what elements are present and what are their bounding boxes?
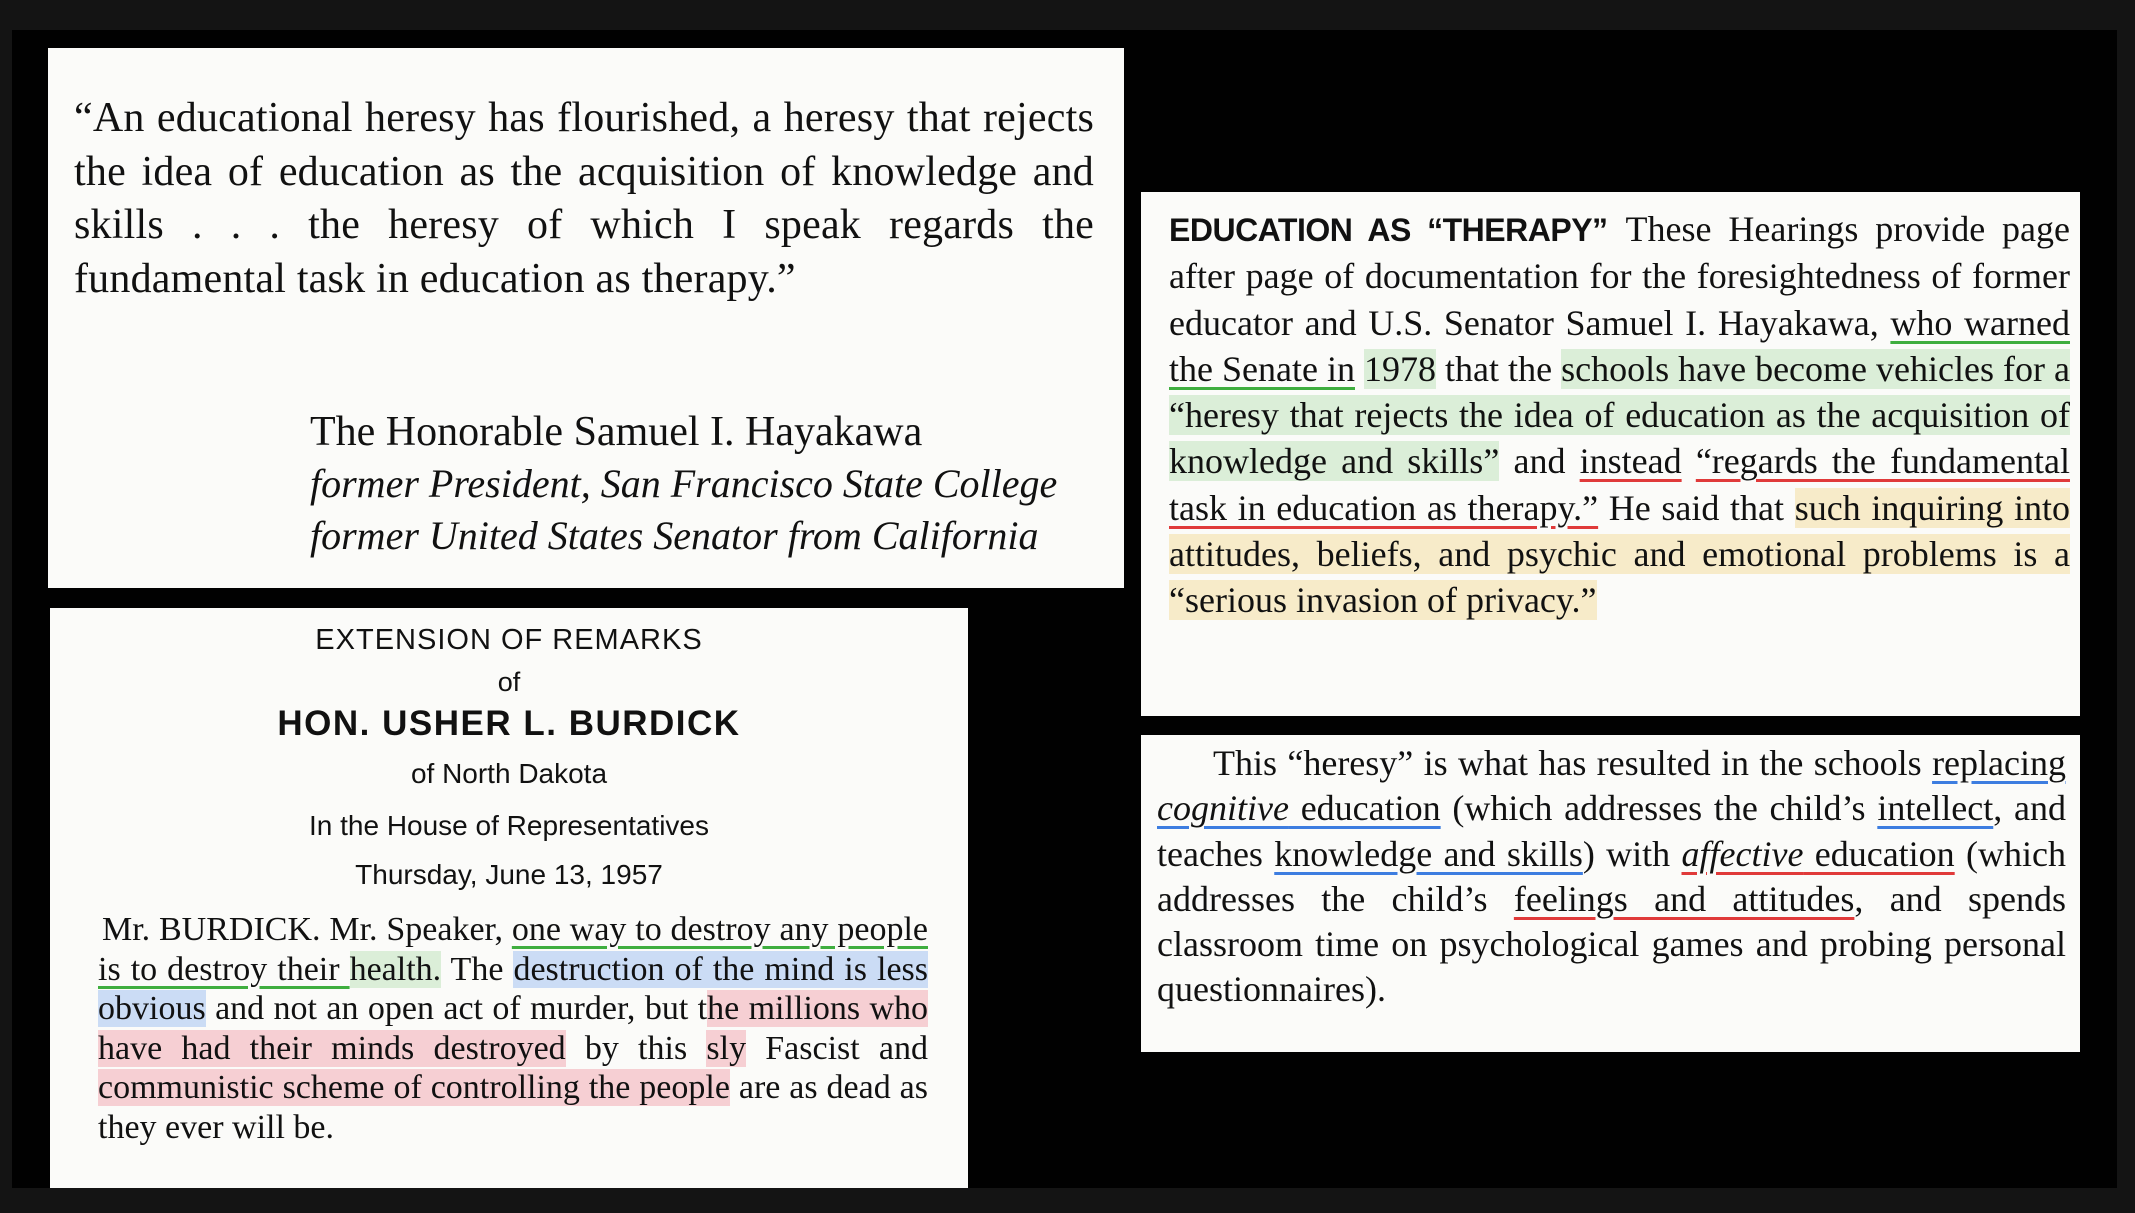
body-text: , and spends classroom time on psychological games and probing personal questionnaires). [1157,878,2066,1010]
highlighted-text-green: health. [349,950,442,988]
highlighted-text-yellow: such inquiring into attitudes, beliefs, and psychic and emotional problems is a “serious invasion of privacy.” [1169,487,2070,621]
body-text: education [1288,788,1441,829]
highlighted-text-pink: he millions who have had their minds destroyed [98,990,929,1067]
attribution-title-senator: former United States Senator from California [310,513,1039,558]
highlighted-text-blue: destruction of the mind is less obvious [98,950,928,1027]
education-as-therapy-clipping [1141,192,2080,716]
body-text: replacing [1932,743,2066,783]
italic-term: affective [1681,833,1804,874]
representative-name: HON. USHER L. BURDICK [277,704,741,743]
quote-attribution [310,406,1110,562]
underlined-text: “regards the fundamental task in education as therapy.” [1169,441,2070,528]
underlined-text: intellect [1877,788,1994,829]
representative-state: of North Dakota [410,758,608,789]
attribution-title-president: former President, San Francisco State College [310,461,1058,506]
heading-of: of [497,667,521,697]
body-text: (which addresses the child’s [1157,833,2066,919]
body-text: The [441,950,514,988]
body-text: (which addresses the child’s [1440,788,1878,829]
extension-heading: EXTENSION OF REMARKS [315,624,703,656]
highlighted-text-green: 1978 [1364,348,1437,389]
body-text: , and teaches [1157,788,2066,874]
underlined-text: knowledge and skills [1274,833,1583,874]
body-text: education [1803,833,1955,874]
body-text: Mr. BURDICK. Mr. Speaker, [102,911,512,948]
burdick-header-block [50,616,968,898]
body-text: Fascist and [746,1029,929,1067]
burdick-remarks-clipping [50,608,968,1188]
heresy-paragraph [1157,741,2066,1013]
quote-text: “An educational heresy has flourished, a heresy that rejects the idea of education as the acquisition of knowledge and skills . . . the heresy of which I speak regards the fundamental task in education as therapy.” [74,95,1094,302]
highlighted-text-pink: communistic scheme of controlling the people [98,1069,730,1106]
attribution-name: The Honorable Samuel I. Hayakawa [310,409,923,455]
chamber-line: In the House of Representatives [308,810,709,841]
body-text [1355,349,1364,389]
underlined-text [1682,834,1955,874]
hayakawa-quote-clipping [48,48,1124,588]
body-text: These Hearings provide page after page of documentation for the foresightedness of former educator and U.S. Senator Samuel I. Hayakawa, [1169,209,2071,343]
heresy-result-clipping [1141,735,2080,1052]
therapy-paragraph [1169,206,2070,624]
body-text: are as dead as they ever will be. [98,1069,928,1146]
underlined-text: instead [1579,441,1682,482]
remarks-date: Thursday, June 13, 1957 [355,859,663,890]
underlined-text: who warned the Senate in [1169,302,2070,389]
body-text: that the [1436,348,1562,389]
body-text [1682,441,1696,481]
italic-term: cognitive [1157,788,1289,829]
highlighted-text-green: schools have become vehicles for a “heresy that rejects the idea of education as the acquisition of knowledge and skills” [1169,348,2070,482]
body-text: and not an open act of murder, but t [205,990,708,1027]
highlighted-text-pink: sly [706,1029,747,1067]
burdick-remarks-body [98,910,928,1147]
underlined-text: feelings and attitudes [1513,878,1855,919]
body-text: by this [565,1029,707,1067]
body-text: He said that [1598,487,1795,528]
underlined-text: one way to destroy any people is to destroy their [98,911,928,988]
body-text: This “heresy” is what has resulted in the schools [1213,743,1933,783]
body-text: and [1499,441,1580,482]
body-text: ) with [1582,833,1682,874]
therapy-heading: EDUCATION AS “THERAPY” [1169,212,1608,248]
